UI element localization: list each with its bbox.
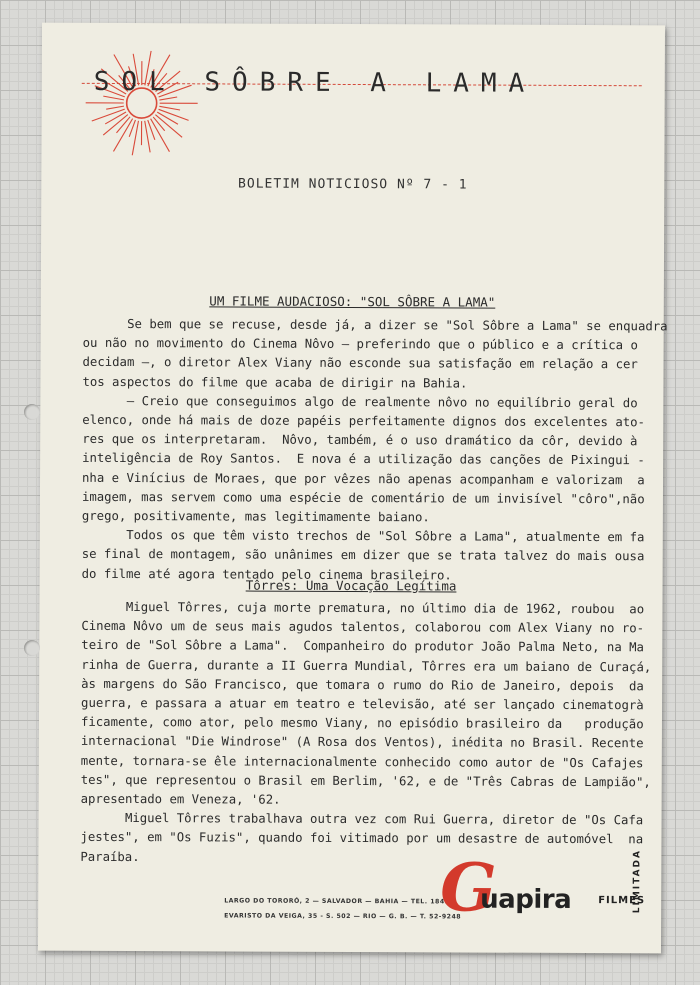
section2-line: internacional "Die Windrose" (A Rosa dos Ventos), inédita no Brasil. Recente xyxy=(80,734,644,751)
sun-ray xyxy=(153,117,165,131)
section1-line: elenco, onde há mais de doze papéis perfeitamente dignos dos excelentes ato- xyxy=(82,412,645,430)
sun-ray xyxy=(159,109,189,120)
section1-body xyxy=(81,315,668,586)
section1-line: res que os interpretaram. Nôvo, também, é o uso dramático da côr, devido à xyxy=(82,432,638,449)
section1-line: — Creio que conseguimos algo de realmente nôvo no equilíbrio geral do xyxy=(82,393,638,411)
footer-address xyxy=(224,893,461,924)
sun-ray xyxy=(116,117,130,133)
bulletin-number: BOLETIM NOTICIOSO Nº 7 - 1 xyxy=(238,176,468,193)
footer-address-salvador: LARGO DO TORORÓ, 2 — SALVADOR — BAHIA — TEL. 1845 xyxy=(224,897,450,906)
section1-line: decidam —, o diretor Alex Viany não esconde sua satisfação em relação a cer xyxy=(82,355,638,372)
punch-hole-bottom xyxy=(24,640,40,656)
section2-line: às margens do São Francisco, que tomara o rumo do Rio de Janeiro, depois da xyxy=(81,676,644,694)
section1-line: inteligência de Roy Santos. E nova é a utilização das canções de Pixingui - xyxy=(82,451,645,468)
section2-line: Cinema Nôvo um de seus mais agudos talentos, colaborou com Alex Viany no ro- xyxy=(81,619,645,636)
section2-heading xyxy=(40,575,663,597)
section1-line: Se bem que se recuse, desde já, a dizer se "Sol Sôbre a Lama" se enquadra xyxy=(82,316,668,334)
section1-line: tos aspectos do filme que acaba de dirigir na Bahia. xyxy=(82,374,468,391)
section2-line: rinha de Guerra, durante a II Guerra Mundial, Tôrres era um baiano de Curaçá, xyxy=(81,657,652,674)
sun-ray xyxy=(159,97,177,100)
section2-body xyxy=(80,598,652,869)
section1-line: grego, positivamente, mas legitimamente baiano. xyxy=(81,508,430,525)
section2-line: mente, tornara-se êle internacionalmente conhecido como autor de "Os Cafajes xyxy=(80,753,644,770)
logo-initial: G xyxy=(440,848,497,927)
section2-line: guerra, e passara a atuar em teatro e televisão, até ser lançado cinematogrà xyxy=(81,695,644,713)
section2-line: teiro de "Sol Sôbre a Lama". Companheiro do produtor João Palma Neto, na Ma xyxy=(81,638,644,655)
section1-heading xyxy=(41,291,664,313)
section2-line: jestes", em "Os Fuzis", quando foi vitimado por um desastre de automóvel na xyxy=(80,830,644,847)
sun-ray xyxy=(148,120,155,140)
section2-line: tes", que representou o Brasil em Berlim, '62, e de "Três Cabras de Lampião", xyxy=(80,772,651,790)
letterhead-title: SOL SÔBRE A LAMA xyxy=(93,66,537,99)
section1-line: Todos os que têm visto trechos de "Sol Sôbre a Lama", atualmente em fa xyxy=(81,528,645,545)
section1-line: se final de montagem, são unânimes em dizer que se trata talvez do mais ousa xyxy=(81,547,645,564)
section2-line: apresentado em Veneza, '62. xyxy=(80,791,281,807)
section2-line: Miguel Tôrres, cuja morte prematura, no último dia de 1962, roubou ao xyxy=(81,599,645,617)
section1-line: imagem, mas servem como uma espécie de comentário de um invisível "côro",não xyxy=(81,489,645,507)
punch-hole-top xyxy=(24,404,40,420)
sun-ray xyxy=(106,106,124,109)
logo-limitada: LIMITADA xyxy=(632,848,643,914)
section1-line: do filme até agora tentado pelo cinema brasileiro. xyxy=(81,566,452,583)
section2-heading-text: Tôrres: Uma Vocação Legítima xyxy=(245,577,457,594)
document-page xyxy=(38,23,668,954)
section2-line: Paraíba. xyxy=(80,849,140,864)
logo-word: uapira xyxy=(480,884,572,915)
section1-line: ou não no movimento do Cinema Nôvo — preferindo que o público e a crítica o xyxy=(82,336,638,353)
footer-address-rio: EVARISTO DA VEIGA, 35 - S. 502 — RIO — G. B. — T. 52-9248 xyxy=(224,912,462,921)
section1-heading-text: UM FILME AUDACIOSO: "SOL SÔBRE A LAMA" xyxy=(209,293,496,310)
section2-line: ficamente, como ator, pelo mesmo Viany, no episódio brasileiro da produção xyxy=(80,715,644,732)
sun-icon xyxy=(81,43,202,164)
section2-line: Miguel Tôrres trabalhava outra vez com Rui Guerra, diretor de "Os Cafa xyxy=(80,811,644,828)
sun-ray xyxy=(159,106,180,110)
section1-line: nha e Vinícius de Moraes, que por vêzes não apenas acompanham e valorizam a xyxy=(82,470,645,487)
logo-filmes: FILMES xyxy=(598,895,646,907)
